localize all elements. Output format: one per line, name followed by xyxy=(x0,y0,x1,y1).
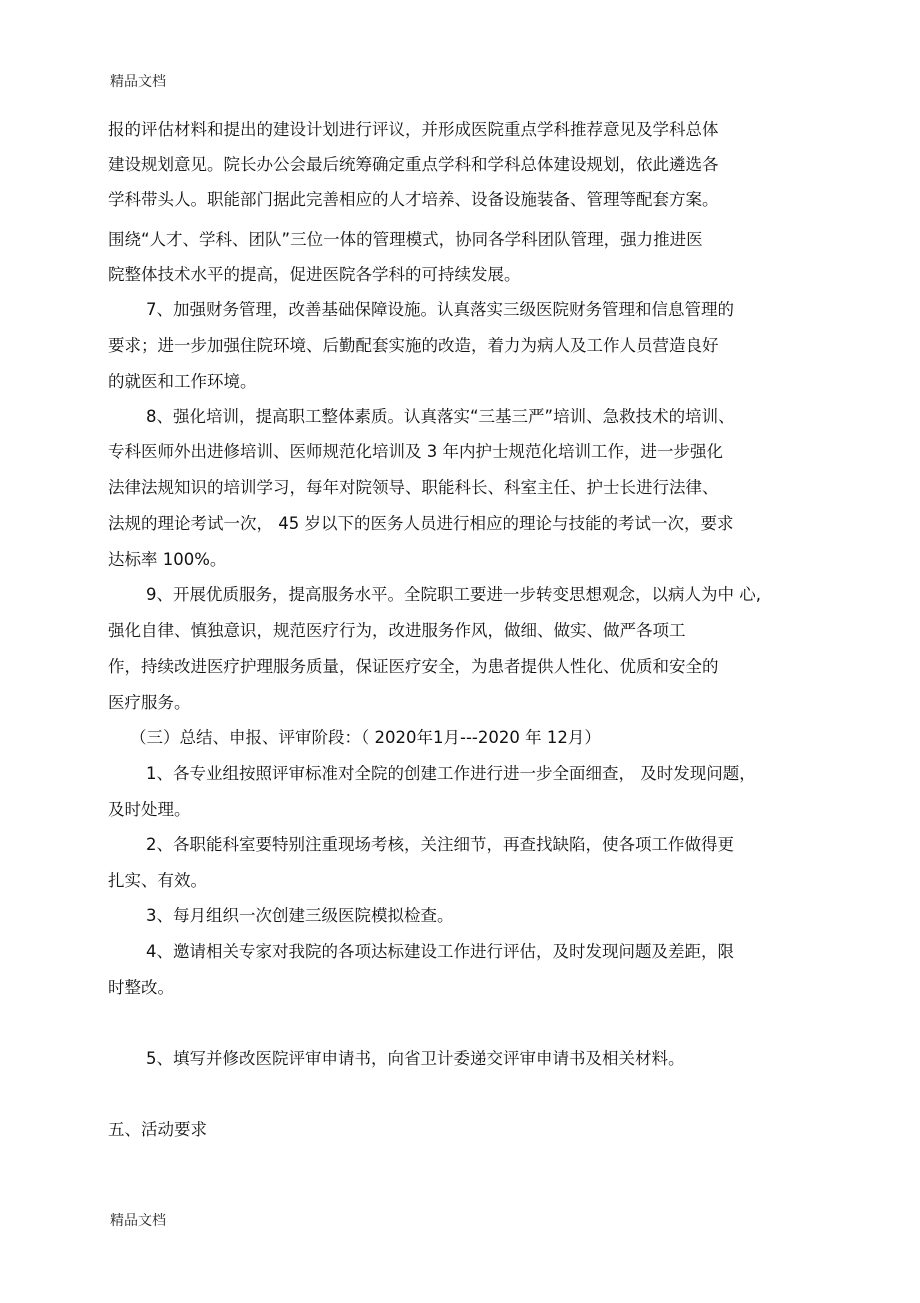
body-line: 时整改。 xyxy=(108,978,174,997)
body-line: 及时处理。 xyxy=(108,800,191,819)
body-line: 围绕“人才、学科、团队”三位一体的管理模式，协同各学科团队管理，强力推进医 xyxy=(108,230,703,249)
page-header: 精品文档 xyxy=(110,74,166,90)
body-line: 作，持续改进医疗护理服务质量，保证医疗安全，为患者提供人性化、优质和安全的 xyxy=(108,657,719,676)
body-line: 达标率 100%。 xyxy=(108,550,227,569)
body-line: 院整体技术水平的提高，促进医院各学科的可持续发展。 xyxy=(108,265,521,284)
body-line: 法规的理论考试一次， 45 岁以下的医务人员进行相应的理论与技能的考试一次，要求 xyxy=(108,514,734,533)
item-2-line: 2、各职能科室要特别注重现场考核，关注细节，再查找缺陷，使各项工作做得更 xyxy=(146,835,734,854)
body-line: 学科带头人。职能部门据此完善相应的人才培养、设备设施装备、管理等配套方案。 xyxy=(108,190,719,209)
body-line: 强化自律、慎独意识，规范医疗行为，改进服务作风，做细、做实、做严各项工 xyxy=(108,621,686,640)
body-line: 扎实、有效。 xyxy=(108,871,207,890)
item-3-line: 3、每月组织一次创建三级医院模拟检查。 xyxy=(146,906,454,925)
section-heading-3: （三）总结、申报、评审阶段：（ 2020年1月---2020 年 12月） xyxy=(130,728,601,747)
item-1-line: 1、各专业组按照评审标准对全院的创建工作进行进一步全面细查， 及时发现问题， xyxy=(146,764,756,783)
body-line: 专科医师外出进修培训、医师规范化培训及 3 年内护士规范化培训工作，进一步强化 xyxy=(108,442,723,461)
page-footer: 精品文档 xyxy=(110,1213,166,1229)
paragraph-7-line: 7、加强财务管理，改善基础保障设施。认真落实三级医院财务管理和信息管理的 xyxy=(146,300,734,319)
paragraph-8-line: 8、强化培训，提高职工整体素质。认真落实“三基三严”培训、急救技术的培训、 xyxy=(146,407,735,426)
body-line: 的就医和工作环境。 xyxy=(108,372,257,391)
body-line: 法律法规知识的培训学习，每年对院领导、职能科长、科室主任、护士长进行法律、 xyxy=(108,478,719,497)
body-line: 医疗服务。 xyxy=(108,693,191,712)
body-line: 要求；进一步加强住院环境、后勤配套实施的改造，着力为病人及工作人员营造良好 xyxy=(108,336,719,355)
item-5-line: 5、填写并修改医院评审申请书，向省卫计委递交评审申请书及相关材料。 xyxy=(146,1049,685,1068)
body-line: 建设规划意见。院长办公会最后统筹确定重点学科和学科总体建设规划，依此遴选各 xyxy=(108,155,719,174)
item-4-line: 4、邀请相关专家对我院的各项达标建设工作进行评估，及时发现问题及差距，限 xyxy=(146,942,734,961)
body-line: 报的评估材料和提出的建设计划进行评议，并形成医院重点学科推荐意见及学科总体 xyxy=(108,120,719,139)
section-heading-5: 五、活动要求 xyxy=(108,1120,207,1139)
paragraph-9-line: 9、开展优质服务，提高服务水平。全院职工要进一步转变思想观念，以病人为中 心, xyxy=(146,585,761,604)
